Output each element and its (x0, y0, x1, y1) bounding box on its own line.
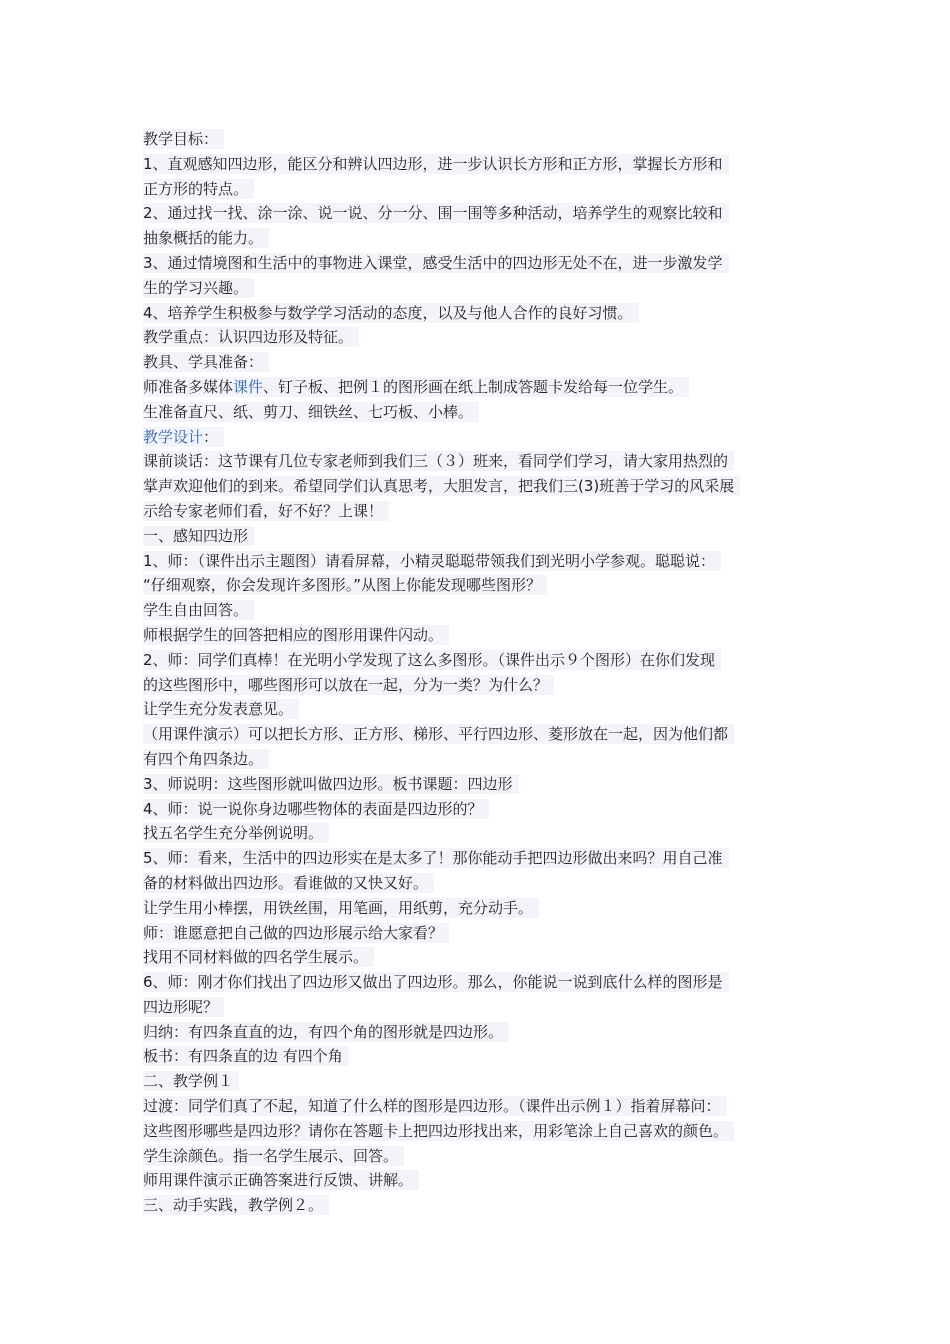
line-text: 示给专家老师们看，好不好？上课！ (143, 501, 389, 521)
line-text: 一、感知四边形 (143, 526, 254, 546)
text-line (143, 1044, 811, 1069)
line-text: 师：谁愿意把自己做的四边形展示给大家看？ (143, 923, 449, 943)
teaching-design-link[interactable]: 教学设计 (143, 427, 204, 446)
line-text: 四边形呢？ (143, 997, 224, 1017)
line-text: 抽象概括的能力。 (143, 228, 269, 248)
text-line (143, 201, 811, 226)
line-text: 学生自由回答。 (143, 600, 254, 620)
text-line (143, 797, 811, 822)
text-line (143, 921, 811, 946)
text-line (143, 1168, 811, 1193)
text-line (143, 970, 811, 995)
line-text: 1、直观感知四边形，能区分和辨认四边形，进一步认识长方形和正方形，掌握长方形和 (143, 154, 729, 174)
line-text: 找五名学生充分举例说明。 (143, 823, 329, 843)
line-text-with-link (143, 427, 224, 447)
line-text: 板书：有四条直的边 有四个角 (143, 1046, 349, 1066)
line-text: 过渡：同学们真了不起，知道了什么样的图形是四边形。（课件出示例１）指着屏幕问： (143, 1096, 727, 1116)
line-text: 5、师：看来，生活中的四边形实在是太多了！那你能动手把四边形做出来吗？用自己准 (143, 848, 729, 868)
line-text: 2、师：同学们真棒！在光明小学发现了这么多图形。（课件出示９个图形）在你们发现 (143, 650, 721, 670)
line-text: 2、通过找一找、涂一涂、说一说、分一分、围一围等多种活动，培养学生的观察比较和 (143, 203, 729, 223)
text-line (143, 127, 811, 152)
text-line (143, 301, 811, 326)
text-line (143, 226, 811, 251)
text-line (143, 425, 811, 450)
text-line (143, 648, 811, 673)
text-line (143, 1119, 811, 1144)
text-line (143, 821, 811, 846)
line-text: 师根据学生的回答把相应的图形用课件闪动。 (143, 625, 449, 645)
line-text: 课前谈话：这节课有几位专家老师到我们三（３）班来，看同学们学习，请大家用热烈的 (143, 451, 734, 471)
text-line (143, 722, 811, 747)
line-text: 备的材料做出四边形。看谁做的又快又好。 (143, 873, 434, 893)
line-text: 教学目标： (143, 129, 224, 149)
line-text: 教具、学具准备： (143, 352, 269, 372)
line-text-before: 师准备多媒体 (143, 377, 234, 396)
line-text-after: ： (203, 427, 219, 446)
text-line (143, 1193, 811, 1218)
line-text: 4、师：说一说你身边哪些物体的表面是四边形的？ (143, 799, 489, 819)
text-line (143, 1094, 811, 1119)
line-text: 3、师说明：这些图形就叫做四边形。板书课题：四边形 (143, 774, 519, 794)
line-text-after: 、钉子板、把例１的图形画在纸上制成答题卡发给每一位学生。 (263, 377, 684, 396)
text-line (143, 400, 811, 425)
line-text: 生的学习兴趣。 (143, 278, 254, 298)
text-line (143, 325, 811, 350)
line-text: 生准备直尺、纸、剪刀、细铁丝、七巧板、小棒。 (143, 402, 479, 422)
line-text: 让学生用小棒摆，用铁丝围，用笔画，用纸剪，充分动手。 (143, 898, 539, 918)
line-text: 师用课件演示正确答案进行反馈、讲解。 (143, 1170, 419, 1190)
line-text: 学生涂颜色。指一名学生展示、回答。 (143, 1146, 404, 1166)
line-text: 1、师：（课件出示主题图）请看屏幕，小精灵聪聪带领我们到光明小学参观。聪聪说： (143, 551, 721, 571)
line-text: 有四个角四条边。 (143, 749, 269, 769)
line-text: 4、培养学生积极参与数学学习活动的态度，以及与他人合作的良好习惯。 (143, 303, 639, 323)
text-line (143, 573, 811, 598)
line-text: 这些图形哪些是四边形？请你在答题卡上把四边形找出来，用彩笔涂上自己喜欢的颜色。 (143, 1121, 734, 1141)
text-line (143, 871, 811, 896)
line-text-with-link (143, 377, 689, 397)
text-line (143, 945, 811, 970)
text-line (143, 375, 811, 400)
text-line (143, 177, 811, 202)
text-line (143, 1020, 811, 1045)
line-text: 二、教学例１ (143, 1071, 239, 1091)
line-text: 归纳：有四条直直的边，有四个角的图形就是四边形。 (143, 1022, 509, 1042)
text-line (143, 549, 811, 574)
line-text: 让学生充分发表意见。 (143, 699, 299, 719)
line-text: （用课件演示）可以把长方形、正方形、梯形、平行四边形、菱形放在一起，因为他们都 (143, 724, 734, 744)
courseware-link[interactable]: 课件 (233, 377, 264, 396)
text-line (143, 995, 811, 1020)
text-line (143, 697, 811, 722)
text-line (143, 449, 811, 474)
text-line (143, 152, 811, 177)
text-line (143, 598, 811, 623)
text-line (143, 623, 811, 648)
text-line (143, 747, 811, 772)
line-text: “仔细观察，你会发现许多图形。”从图上你能发现哪些图形？ (143, 575, 547, 595)
text-line (143, 772, 811, 797)
line-text: 教学重点：认识四边形及特征。 (143, 327, 359, 347)
text-line (143, 673, 811, 698)
text-line (143, 1144, 811, 1169)
text-line (143, 251, 811, 276)
text-line (143, 474, 811, 499)
line-text: 正方形的特点。 (143, 179, 254, 199)
document-body (143, 127, 811, 1218)
line-text: 三、动手实践，教学例２。 (143, 1195, 329, 1215)
text-line (143, 524, 811, 549)
line-text: 找用不同材料做的四名学生展示。 (143, 947, 374, 967)
text-line (143, 1069, 811, 1094)
text-line (143, 896, 811, 921)
text-line (143, 276, 811, 301)
line-text: 的这些图形中，哪些图形可以放在一起，分为一类？为什么？ (143, 675, 554, 695)
line-text: 6、师：刚才你们找出了四边形又做出了四边形。那么，你能说一说到底什么样的图形是 (143, 972, 729, 992)
text-line (143, 846, 811, 871)
line-text: 掌声欢迎他们的到来。希望同学们认真思考，大胆发言，把我们三(3)班善于学习的风采展 (143, 476, 740, 496)
line-text: 3、通过情境图和生活中的事物进入课堂，感受生活中的四边形无处不在，进一步激发学 (143, 253, 729, 273)
text-line (143, 499, 811, 524)
text-line (143, 350, 811, 375)
